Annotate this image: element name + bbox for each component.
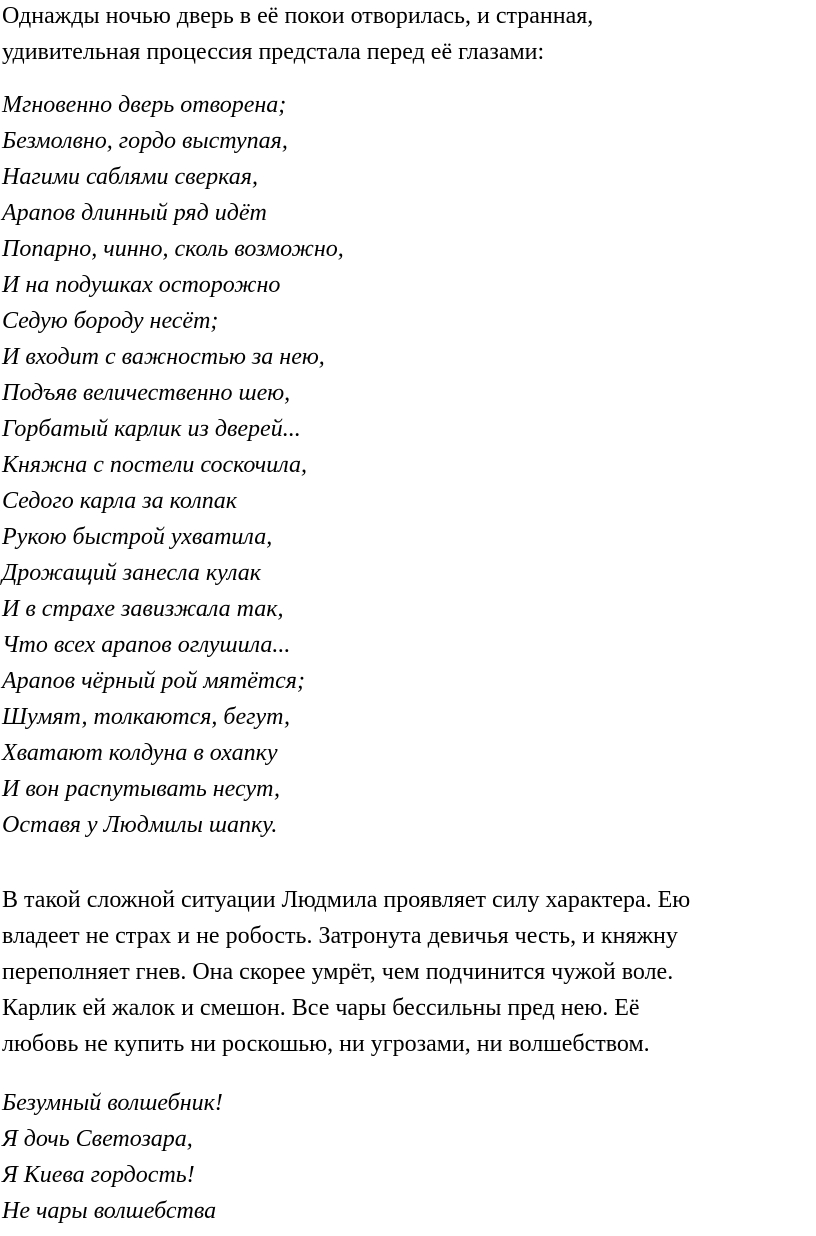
poem-line: И вон распутывать несут,	[2, 776, 281, 802]
text-line: удивительная процессия предстала перед её глазами:	[2, 39, 545, 65]
poem-line: Безмолвно, гордо выступая,	[2, 128, 288, 154]
poem-line: Попарно, чинно, сколь возможно,	[2, 236, 344, 262]
poem-line: Нагими саблями сверкая,	[2, 164, 258, 190]
intro-paragraph	[2, 0, 812, 70]
commentary-paragraph	[2, 882, 812, 1062]
poem-line: И в страхе завизжала так,	[2, 596, 284, 622]
poem-line: Оставя у Людмилы шапку.	[2, 812, 278, 838]
text-line: переполняет гнев. Она скорее умрёт, чем подчинится чужой воле.	[2, 959, 674, 985]
poem-line: Я дочь Светозара,	[2, 1126, 193, 1152]
poem-line: Шумят, толкаются, бегут,	[2, 704, 291, 730]
poem-line: И входит с важностью за нею,	[2, 344, 325, 370]
text-line: Однажды ночью дверь в её покои отворилась, и странная,	[2, 3, 594, 29]
poem-line: Не чары волшебства	[2, 1198, 217, 1224]
poem-stanza-2	[2, 1085, 812, 1229]
poem-stanza-1	[2, 87, 812, 843]
poem-line: Я Киева гордость!	[2, 1162, 195, 1188]
poem-line: Подъяв величественно шею,	[2, 380, 291, 406]
poem-line: Седую бороду несёт;	[2, 308, 219, 334]
poem-line: Мгновенно дверь отворена;	[2, 92, 287, 118]
poem-line: И на подушках осторожно	[2, 272, 281, 298]
text-line: В такой сложной ситуации Людмила проявляет силу характера. Ею	[2, 887, 691, 913]
poem-line: Седого карла за колпак	[2, 488, 237, 514]
poem-line: Рукою быстрой ухватила,	[2, 524, 273, 550]
poem-line: Безумный волшебник!	[2, 1090, 223, 1116]
text-line: любовь не купить ни роскошью, ни угрозами, ни волшебством.	[2, 1031, 650, 1057]
poem-line: Горбатый карлик из дверей...	[2, 416, 301, 442]
poem-line: Дрожащий занесла кулак	[2, 560, 262, 586]
poem-line: Арапов длинный ряд идёт	[2, 200, 267, 226]
poem-line: Что всех арапов оглушила...	[2, 632, 291, 658]
text-line: Карлик ей жалок и смешон. Все чары бессильны пред нею. Её	[2, 995, 640, 1021]
poem-line: Хватают колдуна в охапку	[2, 740, 278, 766]
text-line: владеет не страх и не робость. Затронута девичья честь, и княжну	[2, 923, 678, 949]
poem-line: Арапов чёрный рой мятётся;	[2, 668, 305, 694]
poem-line: Княжна с постели соскочила,	[2, 452, 307, 478]
